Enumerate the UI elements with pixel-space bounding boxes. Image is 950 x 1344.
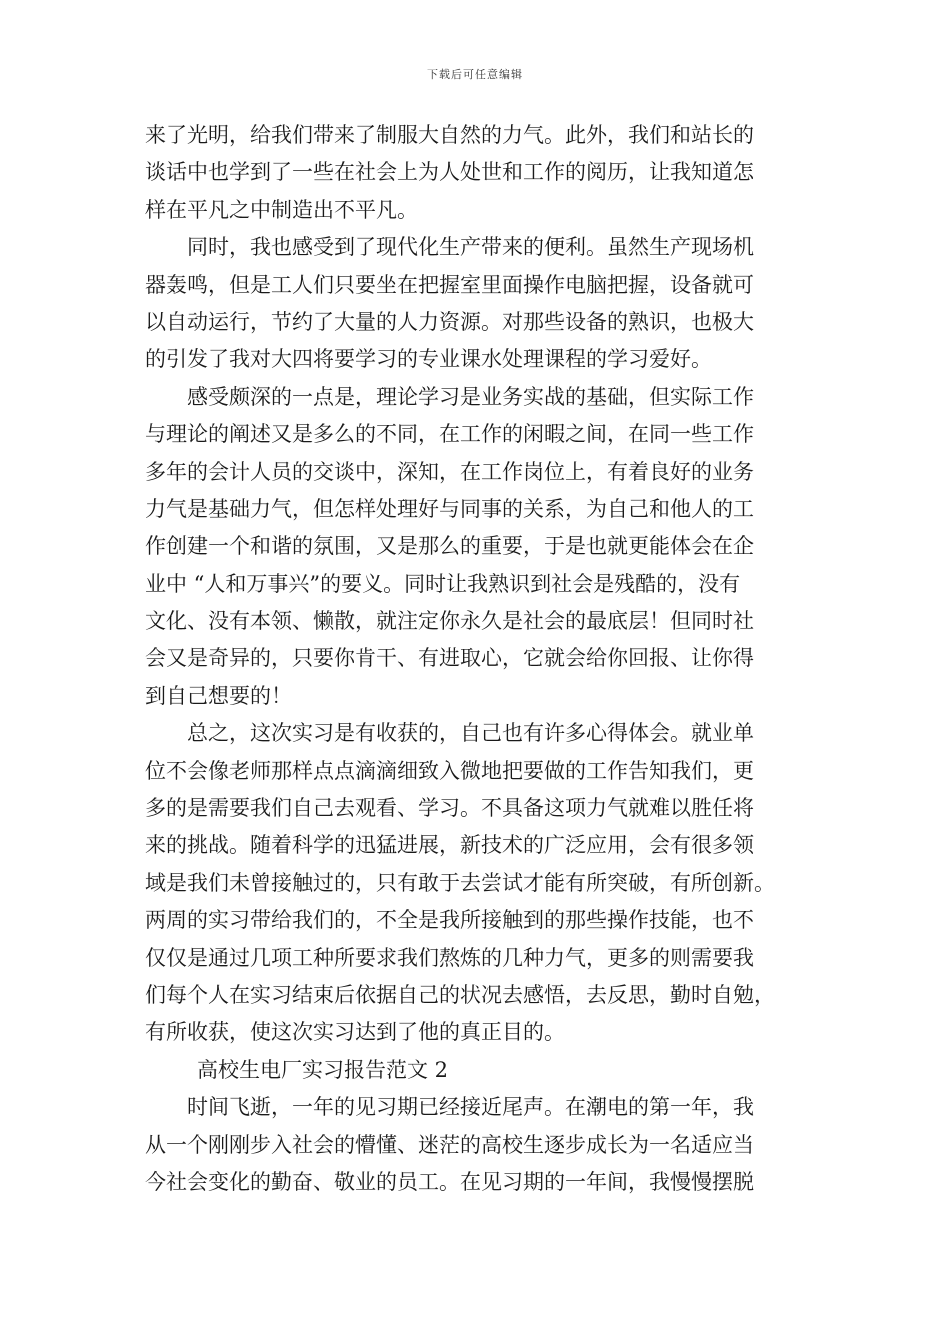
text-line: 总之，这次实习是有收获的，自己也有许多心得体会。就业单 [187, 721, 754, 746]
text-line: 时间飞逝，一年的见习期已经接近尾声。在潮电的第一年，我 [187, 1095, 754, 1120]
text-line: 来了光明，给我们带来了制服大自然的力气。此外，我们和站长的 [145, 123, 754, 147]
text-line: 样在平凡之中制造出不平凡。 [145, 197, 418, 222]
page-header: 下载后可任意编辑 [427, 68, 523, 81]
text-line: 文化、没有本领、懒散，就注定你永久是社会的最底层！但同时社 [145, 609, 754, 634]
text-line: 从一个刚刚步入社会的懵懂、迷茫的高校生逐步成长为一名适应当 [145, 1132, 754, 1157]
text-line: 仅仅是通过几项工种所要求我们熬炼的几种力气，更多的则需要我 [145, 945, 754, 970]
section-heading: 高校生电厂实习报告范文 2 [197, 1057, 449, 1082]
text-line: 与理论的阐述又是多么的不同，在工作的闲暇之间，在同一些工作 [145, 422, 754, 447]
text-line: 业中 “人和万事兴”的要义。同时让我熟识到社会是残酷的，没有 [145, 571, 741, 596]
text-line: 多的是需要我们自己去观看、学习。不具备这项力气就难以胜任将 [145, 796, 754, 821]
text-line: 今社会变化的勤奋、敬业的员工。在见习期的一年间，我慢慢摆脱 [145, 1169, 754, 1194]
text-line: 们每个人在实习结束后依据自己的状况去感悟，去反思，勤时自勉， [145, 982, 775, 1007]
text-line: 同时，我也感受到了现代化生产带来的便利。虽然生产现场机 [187, 235, 754, 260]
text-line: 两周的实习带给我们的，不全是我所接触到的那些操作技能，也不 [145, 908, 754, 933]
text-line: 到自己想要的！ [145, 683, 292, 708]
text-line: 作创建一个和谐的氛围，又是那么的重要，于是也就更能体会在企 [145, 534, 754, 559]
text-line: 力气是基础力气，但怎样处理好与同事的关系，为自己和他人的工 [145, 496, 754, 521]
text-line: 的引发了我对大四将要学习的专业课水处理课程的学习爱好。 [145, 347, 712, 372]
text-line: 以自动运行，节约了大量的人力资源。对那些设备的熟识，也极大 [145, 309, 754, 334]
text-line: 域是我们未曾接触过的，只有敢于去尝试才能有所突破，有所创新。 [145, 870, 775, 895]
text-line: 来的挑战。随着科学的迅猛进展，新技术的广泛应用，会有很多领 [145, 833, 754, 858]
text-line: 多年的会计人员的交谈中，深知，在工作岗位上，有着良好的业务 [145, 459, 754, 484]
text-line: 谈话中也学到了一些在社会上为人处世和工作的阅历，让我知道怎 [145, 160, 754, 185]
text-line: 会又是奇异的，只要你肯干、有进取心，它就会给你回报、让你得 [145, 646, 754, 671]
text-line: 有所收获，使这次实习达到了他的真正目的。 [145, 1020, 565, 1045]
text-line: 位不会像老师那样点点滴滴细致入微地把要做的工作告知我们，更 [145, 758, 754, 783]
text-line: 感受颇深的一点是，理论学习是业务实战的基础，但实际工作 [187, 384, 754, 409]
text-line: 器轰鸣，但是工人们只要坐在把握室里面操作电脑把握，设备就可 [145, 272, 754, 297]
document-body [145, 117, 825, 1201]
